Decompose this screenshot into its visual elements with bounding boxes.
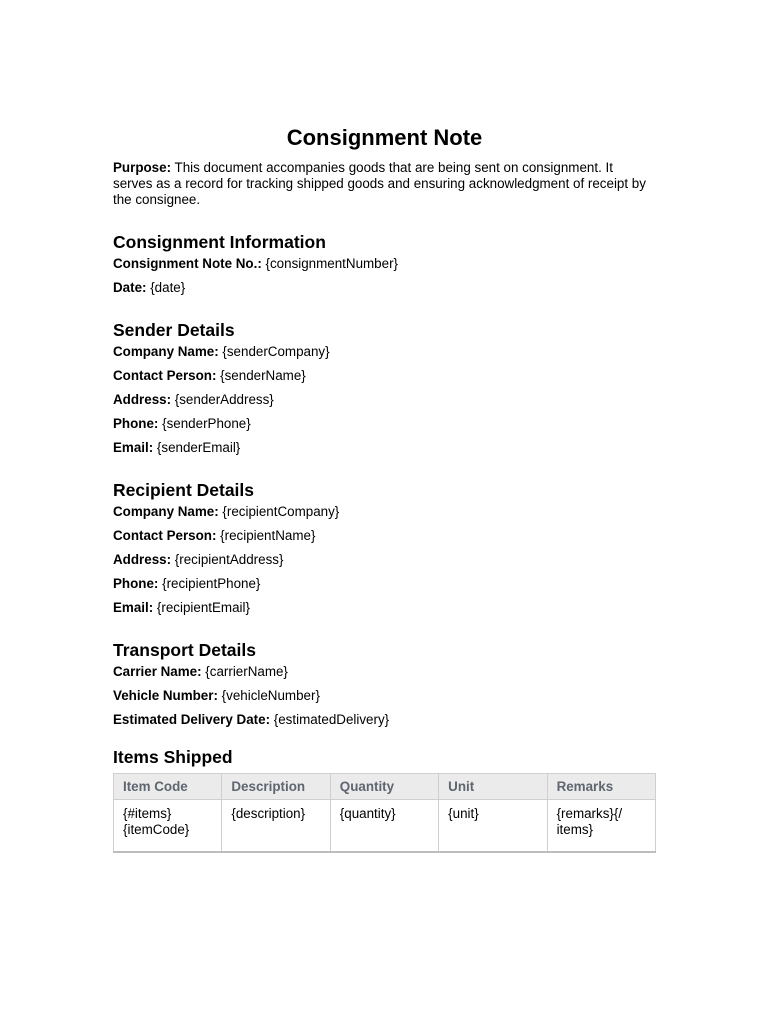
field-value: {senderAddress} (171, 392, 274, 407)
sender-details-section (113, 319, 656, 456)
consignment-number-field (113, 256, 656, 272)
field-value: {consignmentNumber} (261, 256, 398, 271)
transport-details-heading: Transport Details (113, 640, 256, 660)
field-label: Date: (113, 280, 147, 295)
recipient-details-heading: Recipient Details (113, 480, 255, 500)
consignment-information-section (113, 231, 656, 296)
field-value: {recipientPhone} (158, 576, 261, 591)
sender-details-heading: Sender Details (113, 320, 235, 340)
items-shipped-section (113, 746, 656, 853)
field-label: Company Name: (113, 504, 219, 519)
field-label: Contact Person: (113, 368, 217, 383)
table-cell: {unit} (439, 800, 547, 852)
field-label: Email: (113, 600, 154, 615)
sender-company-field (113, 344, 656, 360)
field-label: Address: (113, 552, 172, 567)
items-shipped-heading: Items Shipped (113, 747, 233, 767)
purpose-label: Purpose: (113, 160, 172, 175)
field-value: {senderPhone} (158, 416, 251, 431)
field-label: Phone: (113, 576, 159, 591)
transport-details-section (113, 639, 656, 728)
consignment-information-heading: Consignment Information (113, 232, 326, 252)
carrier-name-field (113, 664, 656, 680)
recipient-email-field (113, 600, 656, 616)
recipient-details-section (113, 479, 656, 616)
vehicle-number-field (113, 688, 656, 704)
field-value: {estimatedDelivery} (270, 712, 390, 727)
recipient-address-field (113, 552, 656, 568)
field-value: {recipientName} (216, 528, 316, 543)
field-label: Vehicle Number: (113, 688, 218, 703)
estimated-delivery-field (113, 712, 656, 728)
table-row (114, 800, 656, 852)
table-cell: {#items} {itemCode} (114, 800, 222, 852)
sender-contact-field (113, 368, 656, 384)
table-header-row (114, 774, 656, 800)
column-header-item-code: Item Code (114, 774, 222, 800)
field-value: {date} (146, 280, 186, 295)
column-header-unit: Unit (439, 774, 547, 800)
field-label: Carrier Name: (113, 664, 202, 679)
field-label: Email: (113, 440, 154, 455)
field-label: Company Name: (113, 344, 219, 359)
field-label: Address: (113, 392, 172, 407)
field-label: Estimated Delivery Date: (113, 712, 271, 727)
field-value: {vehicleNumber} (217, 688, 320, 703)
table-cell: {description} (222, 800, 330, 852)
items-table (113, 773, 656, 853)
field-value: {recipientCompany} (218, 504, 340, 519)
recipient-contact-field (113, 528, 656, 544)
field-value: {senderEmail} (153, 440, 241, 455)
page-title: Consignment Note (286, 125, 483, 150)
recipient-company-field (113, 504, 656, 520)
sender-address-field (113, 392, 656, 408)
field-value: {recipientEmail} (153, 600, 250, 615)
field-value: {carrierName} (201, 664, 288, 679)
purpose-paragraph (113, 160, 656, 208)
field-value: {recipientAddress} (171, 552, 284, 567)
purpose-text: This document accompanies goods that are being sent on consignment. It serves as a record for tracking shipped goods and ensuring acknowledgment of receipt by the consignee. (113, 160, 646, 207)
sender-email-field (113, 440, 656, 456)
table-cell: {quantity} (330, 800, 438, 852)
document-page (113, 124, 656, 853)
column-header-description: Description (222, 774, 330, 800)
field-label: Phone: (113, 416, 159, 431)
column-header-remarks: Remarks (547, 774, 655, 800)
sender-phone-field (113, 416, 656, 432)
field-value: {senderName} (216, 368, 306, 383)
field-label: Contact Person: (113, 528, 217, 543)
column-header-quantity: Quantity (330, 774, 438, 800)
table-cell: {remarks}{/ items} (547, 800, 655, 852)
recipient-phone-field (113, 576, 656, 592)
field-label: Consignment Note No.: (113, 256, 262, 271)
date-field (113, 280, 656, 296)
field-value: {senderCompany} (218, 344, 330, 359)
